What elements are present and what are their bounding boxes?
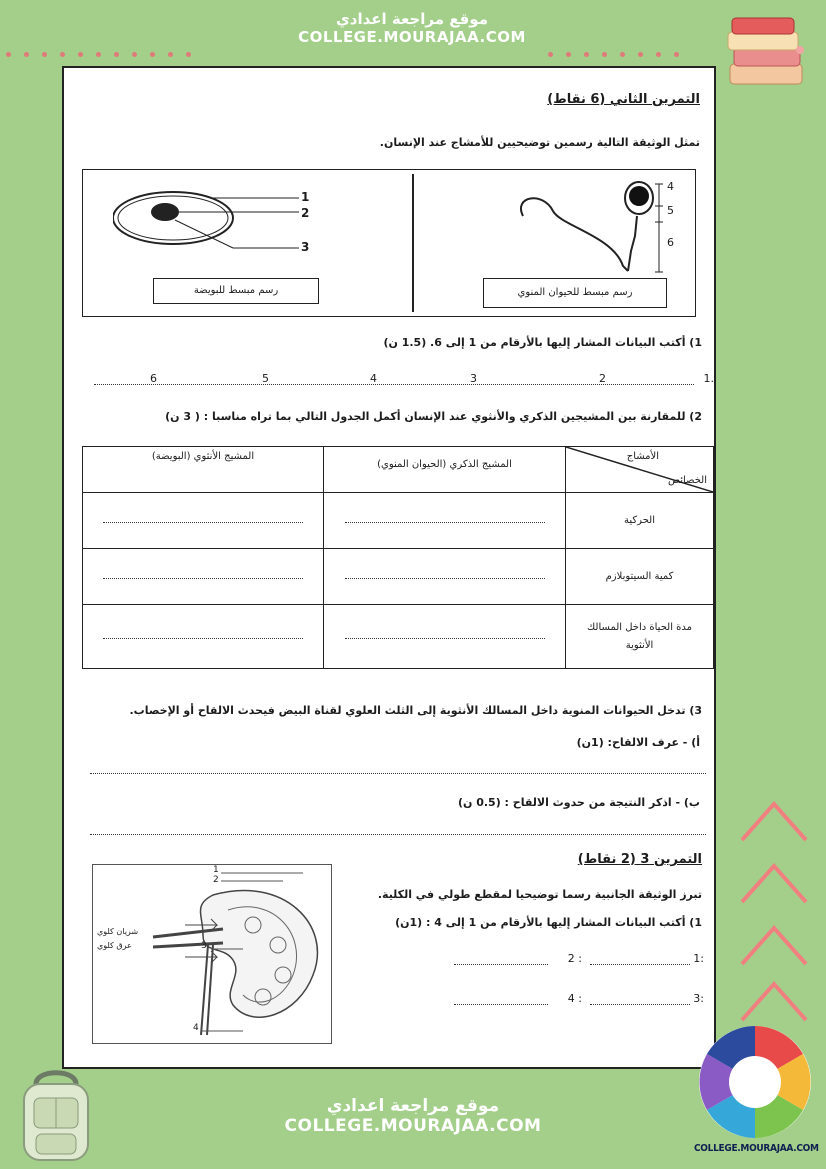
ovum-drawing [113,190,313,270]
table-cell-male[interactable] [324,493,566,549]
ex3-answer-1: 1: [693,952,704,965]
chevron-up-icon [734,790,814,850]
sperm-label-4: 4 [667,180,674,193]
kidney-num-1: 1 [213,865,219,875]
table-row-label: مدة الحياة داخل المسالك الأنثوية [566,605,714,669]
q1-answer-2: 2 [599,372,606,385]
q1-answer-6: 6 [150,372,157,385]
sperm-label-5: 5 [667,204,674,217]
exam-sheet [62,66,716,1069]
table-corner [566,447,714,493]
q1-answer-line [94,372,714,388]
table-cell-female[interactable] [83,549,324,605]
exercise2-title: التمرين الثاني (6 نقاط) [547,92,700,107]
ex3-answer-row-1 [454,952,704,970]
exercise2-intro: تمثل الوثيقة التالية رسمين توضيحيين للأمشاج عند الإنسان. [379,136,700,149]
backpack-icon [6,1064,106,1164]
decorative-dots-right [548,42,698,54]
table-row [83,605,714,669]
table-header-male: المشيج الذكري (الحيوان المنوي) [324,447,566,493]
kidney-num-2: 2 [213,875,219,885]
header-site-ar: موقع مراجعة اعدادي [336,10,488,28]
ovum-caption: رسم مبسط للبويضة [153,278,319,304]
footer-site-en[interactable]: COLLEGE.MOURAJAA.COM [284,1116,542,1136]
sperm-drawing [513,176,673,276]
logo-site-text[interactable]: COLLEGE.MOURAJAA.COM [694,1143,819,1154]
table-corner-bottom: الخصائص [667,475,707,486]
table-cell-female[interactable] [83,605,324,669]
table-row [83,549,714,605]
chevron-up-icon [734,914,814,974]
q1-answer-4: 4 [370,372,377,385]
ovum-label-2: 2 [301,206,310,220]
decorative-dots [6,42,206,54]
kidney-label-artery: شريان كلوي [97,927,139,936]
chevron-up-icon [734,852,814,912]
exercise2-q1: 1) أكتب البيانات المشار إليها بالأرقام من 1 إلى 6. (1.5 ن) [383,336,702,349]
comparison-table [82,446,714,669]
table-row-label: الحركية [566,493,714,549]
table-cell-male[interactable] [324,605,566,669]
logo-wheel-icon [695,1022,815,1142]
ovum-label-1: 1 [301,190,310,204]
sperm-label-6: 6 [667,236,674,249]
kidney-num-4: 4 [193,1023,199,1033]
kidney-diagram [92,864,332,1044]
q3b-answer-line[interactable] [90,834,706,835]
q1-answer-5: 5 [262,372,269,385]
ovum-label-3: 3 [301,240,310,254]
header-banner[interactable] [262,0,562,60]
ex3-answer-4: 4 : [567,992,582,1005]
header-site-en[interactable]: COLLEGE.MOURAJAA.COM [298,28,526,46]
kidney-num-3: 3 [201,941,207,951]
exercise3-title: التمرين 3 (2 نقاط) [577,852,702,867]
exercise2-q3a: أ) - عرف الالقاح: (1ن) [576,736,700,749]
exercise3-q1: 1) أكتب البيانات المشار إليها بالأرقام من 1 إلى 4 : (1ن) [395,916,702,929]
frame-left [0,0,62,1169]
q1-answer-1: 1. [703,372,714,385]
exercise2-q3: 3) تدخل الحيوانات المنوية داخل المسالك الأنثوية إلى الثلث العلوي لقناة البيض فيحدث الالقاح أو الإخصاب. [129,704,702,717]
sperm-caption: رسم مبسط للحيوان المنوي [483,278,667,308]
kidney-label-vein: عرق كلوي [97,941,132,950]
gametes-diagram [82,169,696,317]
table-header-female: المشيج الأنثوي (البويضة) [83,447,324,493]
table-cell-male[interactable] [324,549,566,605]
footer-banner[interactable] [258,1082,568,1169]
exercise3-intro: تبرز الوثيقة الجانبية رسما توضيحيا لمقطع طولي في الكلية. [377,888,702,901]
ex3-answer-3: 3: [693,992,704,1005]
table-row-label: كمية السيتوبلازم [566,549,714,605]
table-cell-female[interactable] [83,493,324,549]
q3a-answer-line[interactable] [90,773,706,774]
exercise2-q3b: ب) - اذكر النتيجة من حدوث الالقاح : (0.5 ن) [457,796,700,809]
ex3-answer-row-2 [454,992,704,1010]
footer-site-ar: موقع مراجعة اعدادي [326,1096,500,1116]
kidney-drawing [93,865,333,1045]
table-corner-top: الأمشاج [626,451,659,462]
q1-answer-3: 3 [470,372,477,385]
ex3-answer-2: 2 : [567,952,582,965]
exercise2-q2: 2) للمقارنة بين المشيجين الذكري والأنثوي عند الإنسان أكمل الجدول التالي بما تراه مناسبا : ( 3 ن) [165,410,702,423]
books-icon [724,14,808,94]
chevron-up-icon [734,970,814,1030]
diagram-divider [412,174,414,312]
table-row [83,493,714,549]
